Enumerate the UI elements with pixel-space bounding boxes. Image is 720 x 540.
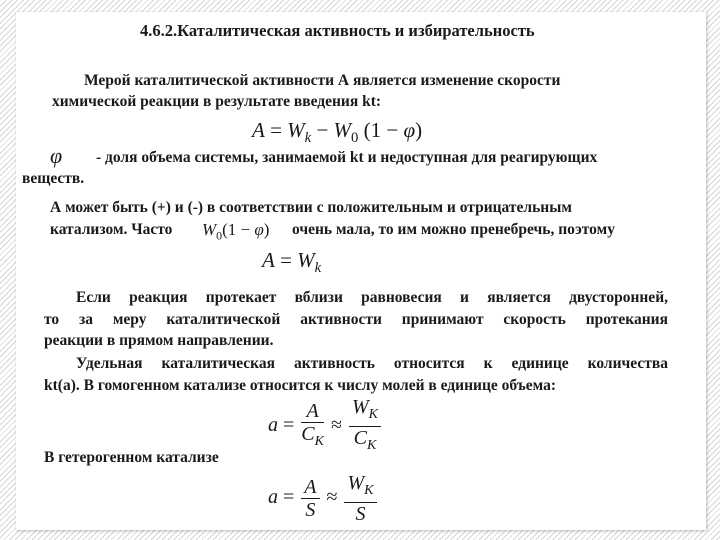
phi-symbol: φ [50,143,63,168]
paragraph-line: катализом. Часто [50,221,173,238]
paragraph-line: Мерой каталитической активности А является изменение скорости [84,72,561,89]
formula-a-equals-wk: $A = W_k$ [262,248,322,277]
paragraph-line: А может быть (+) и (-) в соответствии с положительным и отрицательным [50,199,572,216]
paragraph-line: веществ. [22,170,85,187]
formula-heterogeneous: a = $\frac{A}{S}$ ≈ $\frac{W_K}{S}$ [268,472,379,525]
paragraph-line: то за меру каталитической активности принимают скорость протекания [44,311,668,328]
paragraph-line: химической реакции в результате введения kt: [52,93,382,110]
paragraph-line: Удельная каталитическая активность относится к единице количества [76,355,668,372]
paragraph-line: - доля объема системы, занимаемой kt и недоступная для реагирующих [96,149,598,166]
formula-homogeneous: a = $\frac{A}{C_K}$ ≈ $\frac{W_K}{C_K}$ [268,396,383,457]
slide-title: 4.6.2.Каталитическая активность и избирательность [140,21,535,40]
formula-w0-term: $W_0(1 - \varphi)$ [202,220,270,243]
paragraph-line: реакции в прямом направлении. [44,332,274,349]
paragraph-line: очень мала, то им можно пренебречь, поэтому [292,221,615,238]
paragraph-line: Если реакция протекает вблизи равновесия и является двусторонней, [76,289,668,306]
paragraph-line: kt(a). В гомогенном катализе относится к числу молей в единице объема: [44,377,557,394]
paragraph-line: В гетерогенном катализе [44,449,219,466]
formula-activity: $A = W_k - W_0$ (1 − φ) [252,118,423,147]
